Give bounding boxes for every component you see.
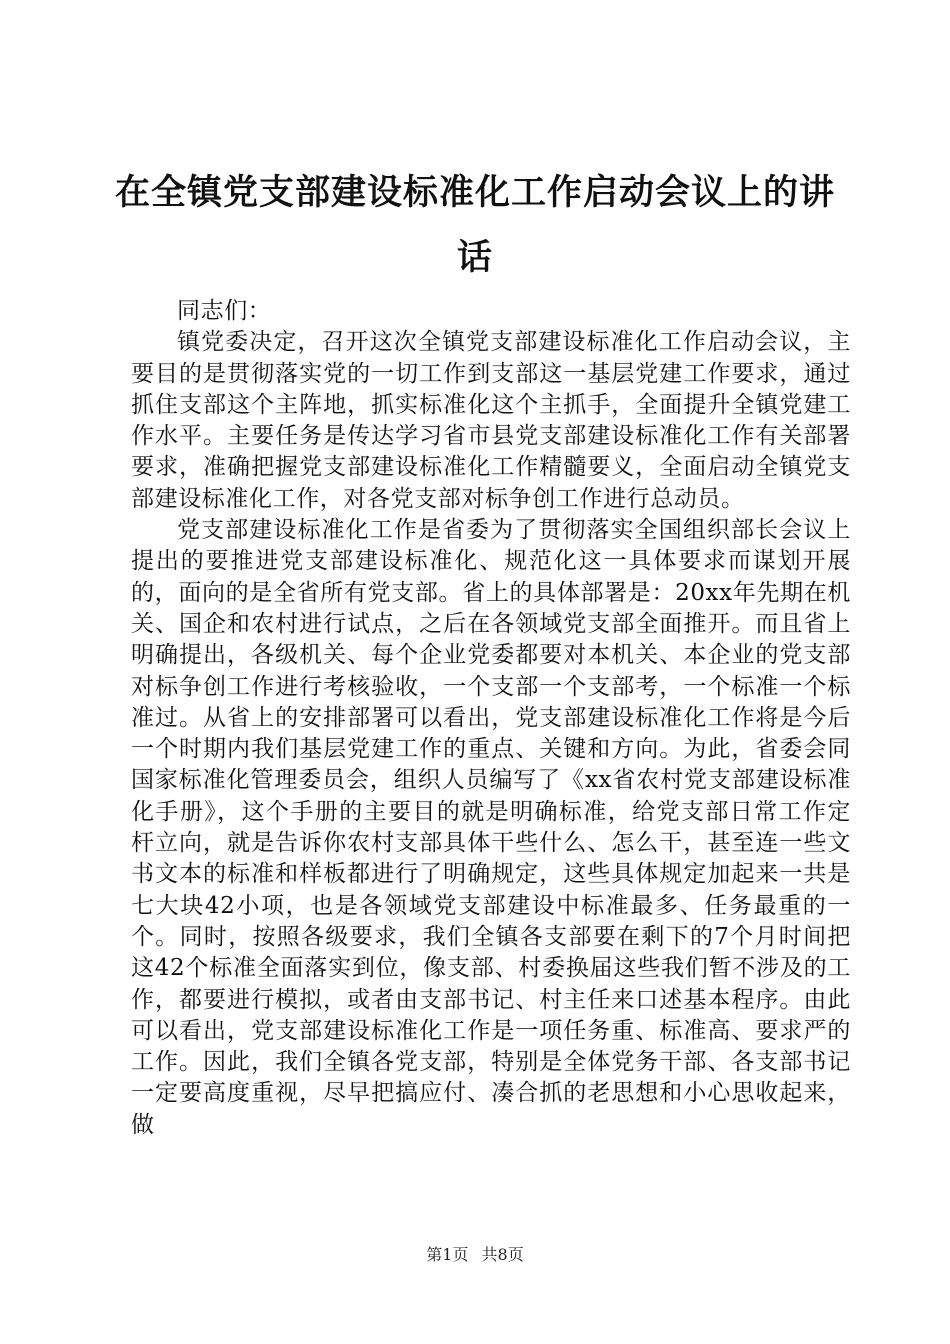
page-number-current: 第1页	[426, 1245, 469, 1264]
page-footer	[0, 1242, 950, 1265]
page-number-total: 共8页	[481, 1245, 524, 1264]
salutation: 同志们：	[177, 298, 272, 324]
paragraph-1: 镇党委决定，召开这次全镇党支部建设标准化工作启动会议，主要目的是贯彻落实党的一切工作到支部这一基层党建工作要求，通过抓住支部这个主阵地，抓实标准化这个主抓手，全面提升全镇党建工作水平。主要任务是传达学习省市县党支部建设标准化工作有关部署要求，准确把握党支部建设标准化工作精髓要义，全面启动全镇党支部建设标准化工作，对各党支部对标争创工作进行总动员。	[131, 329, 851, 512]
document-body	[131, 296, 851, 1141]
paragraph-2: 党支部建设标准化工作是省委为了贯彻落实全国组织部长会议上提出的要推进党支部建设标准化、规范化这一具体要求而谋划开展的，面向的是全省所有党支部。省上的具体部署是：20xx年先期在机关、国企和农村进行试点，之后在各领域党支部全面推开。而且省上明确提出，各级机关、每个企业党委都要对本机关、本企业的党支部对标争创工作进行考核验收，一个支部一个支部考，一个标准一个标准过。从省上的安排部署可以看出，党支部建设标准化工作将是今后一个时期内我们基层党建工作的重点、关键和方向。为此，省委会同国家标准化管理委员会，组织人员编写了《xx省农村党支部建设标准化手册》，这个手册的主要目的就是明确标准，给党支部日常工作定杆立向，就是告诉你农村支部具体干些什么、怎么干，甚至连一些文书文本的标准和样板都进行了明确规定，这些具体规定加起来一共是七大块42小项，也是各领域党支部建设中标准最多、任务最重的一个。同时，按照各级要求，我们全镇各支部要在剩下的7个月时间把这42个标准全面落实到位，像支部、村委换届这些我们暂不涉及的工作，都要进行模拟，或者由支部书记、村主任来口述基本程序。由此可以看出，党支部建设标准化工作是一项任务重、标准高、要求严的工作。因此，我们全镇各党支部，特别是全体党务干部、各支部书记一定要高度重视，尽早把搞应付、凑合抓的老思想和小心思收起来，做	[131, 517, 851, 1138]
document-title: 在全镇党支部建设标准化工作启动会议上的讲话	[114, 172, 835, 278]
